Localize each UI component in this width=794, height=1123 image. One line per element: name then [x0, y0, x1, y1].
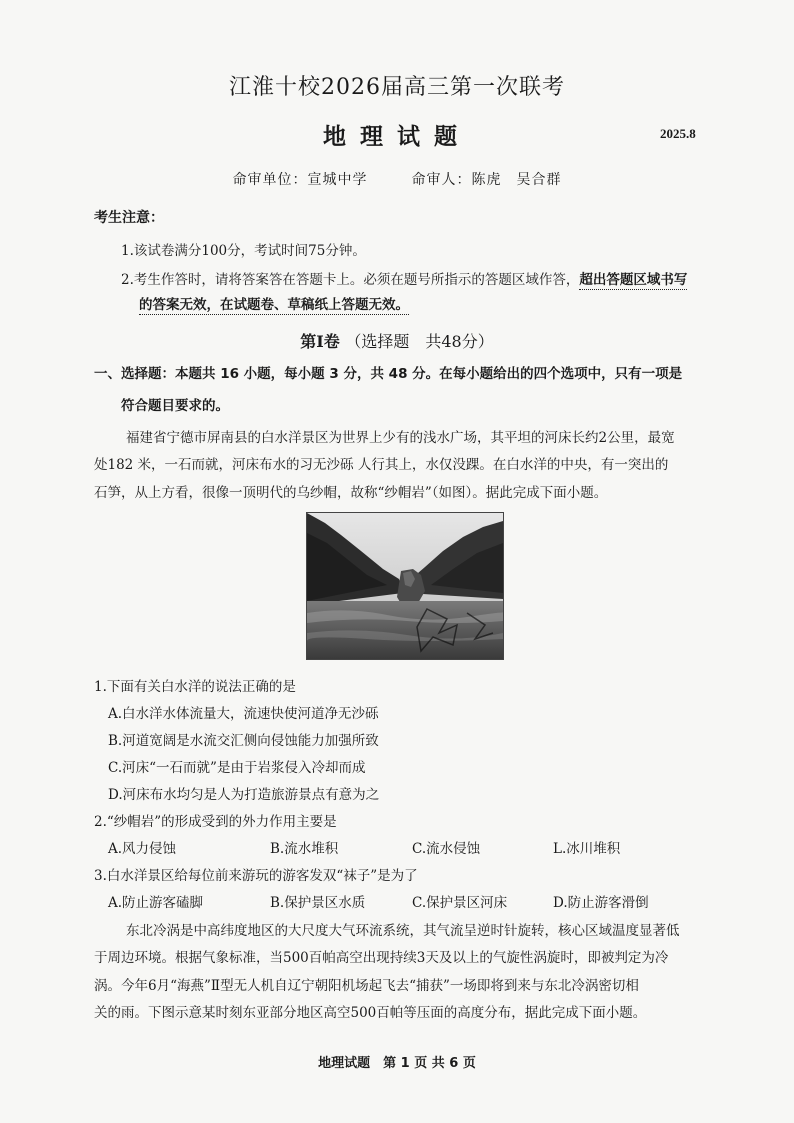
question-2-stem: 2.“纱帽岩”的形成受到的外力作用主要是	[94, 814, 337, 830]
notice-rule-2	[121, 268, 687, 288]
question-3-option-b: B.保护景区水质	[270, 895, 366, 911]
passage1-line-2: 处182 米，一石而就，河床布水的习无沙砾 人行其上，水仅没踝。在白水洋的中央，有一突出的	[94, 457, 669, 473]
passage2-line-1: 东北冷涡是中高纬度地区的大尺度大气环流系统，其气流呈逆时针旋转，核心区域温度显著低	[126, 923, 680, 939]
author-line	[0, 169, 794, 189]
volume-title: 第Ⅰ卷	[300, 332, 340, 351]
author-people: 命审人：陈虎 吴合群	[411, 172, 562, 188]
question-3-stem: 3.白水洋景区给每位前来游玩的游客发双“袜子”是为了	[94, 868, 418, 884]
question-1-option-c: C.河床“一石而就”是由于岩浆侵入冷却而成	[108, 760, 366, 776]
notice-rule-1: 1.该试卷满分100分，考试时间75分钟。	[121, 243, 366, 259]
subject-title: 地理试题	[323, 123, 471, 150]
passage1-line-3: 石笋，从上方看，很像一顶明代的乌纱帽，故称“纱帽岩”（如图）。据此完成下面小题。	[94, 485, 608, 501]
question-2-option-b: B.流水堆积	[270, 841, 339, 857]
section-heading: 一、选择题：本题共 16 小题，每小题 3 分，共 48 分。在每小题给出的四个选项中，只有一项是	[94, 366, 683, 382]
exam-title: 江淮十校2026届高三第一次联考	[229, 75, 565, 100]
question-1-option-b: B.河道宽阔是水流交汇侧向侵蚀能力加强所致	[108, 733, 379, 749]
question-1-stem: 1.下面有关白水洋的说法正确的是	[94, 679, 296, 695]
notice-rule-2-continued	[139, 293, 409, 313]
question-2-option-a: A.风力侵蚀	[108, 841, 177, 857]
question-2-option-c: C.流水侵蚀	[412, 841, 481, 857]
shamao-rock-photo	[306, 512, 504, 660]
notice-rule-2-text: 2.考生作答时，请将答案答在答题卡上。必须在题号所指示的答题区域作答，	[121, 272, 580, 288]
volume-subtitle: （选择题 共48分）	[345, 332, 494, 351]
section-heading-continued: 符合题目要求的。	[121, 398, 229, 414]
passage2-line-4: 关的雨。下图示意某时刻东亚部分地区高空500百帕等压面的高度分布，据此完成下面小题。	[94, 1005, 647, 1021]
question-2-option-d: L.冰川堆积	[553, 841, 621, 857]
question-3-option-a: A.防止游客磕脚	[108, 895, 204, 911]
notice-rule-2-emphasis: 超出答题区域书写	[579, 272, 688, 288]
question-1-option-a: A.白水洋水体流量大，流速快使河道净无沙砾	[108, 706, 379, 722]
author-unit: 命审单位：宣城中学	[232, 172, 368, 188]
notice-rule-2-emphasis-2: 的答案无效，在试题卷、草稿纸上答题无效。	[139, 297, 409, 313]
exam-date: 2025.8	[660, 126, 696, 141]
question-1-option-d: D.河床布水均匀是人为打造旅游景点有意为之	[108, 787, 380, 803]
passage2-line-3: 涡。今年6月“海燕”Ⅱ型无人机自辽宁朝阳机场起飞去“捕获”一场即将到来与东北冷涡密切相	[94, 978, 639, 994]
notice-heading: 考生注意：	[94, 210, 164, 226]
passage1-line-1: 福建省宁德市屏南县的白水洋景区为世界上少有的浅水广场，其平坦的河床长约2公里，最宽	[126, 430, 675, 446]
volume-heading	[0, 329, 794, 352]
question-3-option-c: C.保护景区河床	[412, 895, 508, 911]
page-footer: 地理试题 第 1 页 共 6 页	[318, 1056, 476, 1071]
question-3-option-d: D.防止游客滑倒	[553, 895, 649, 911]
landscape-photo-illustration	[307, 513, 503, 659]
passage2-line-2: 于周边环境。根据气象标准，当500百帕高空出现持续3天及以上的气旋性涡旋时，即被判定为冷	[94, 950, 669, 966]
